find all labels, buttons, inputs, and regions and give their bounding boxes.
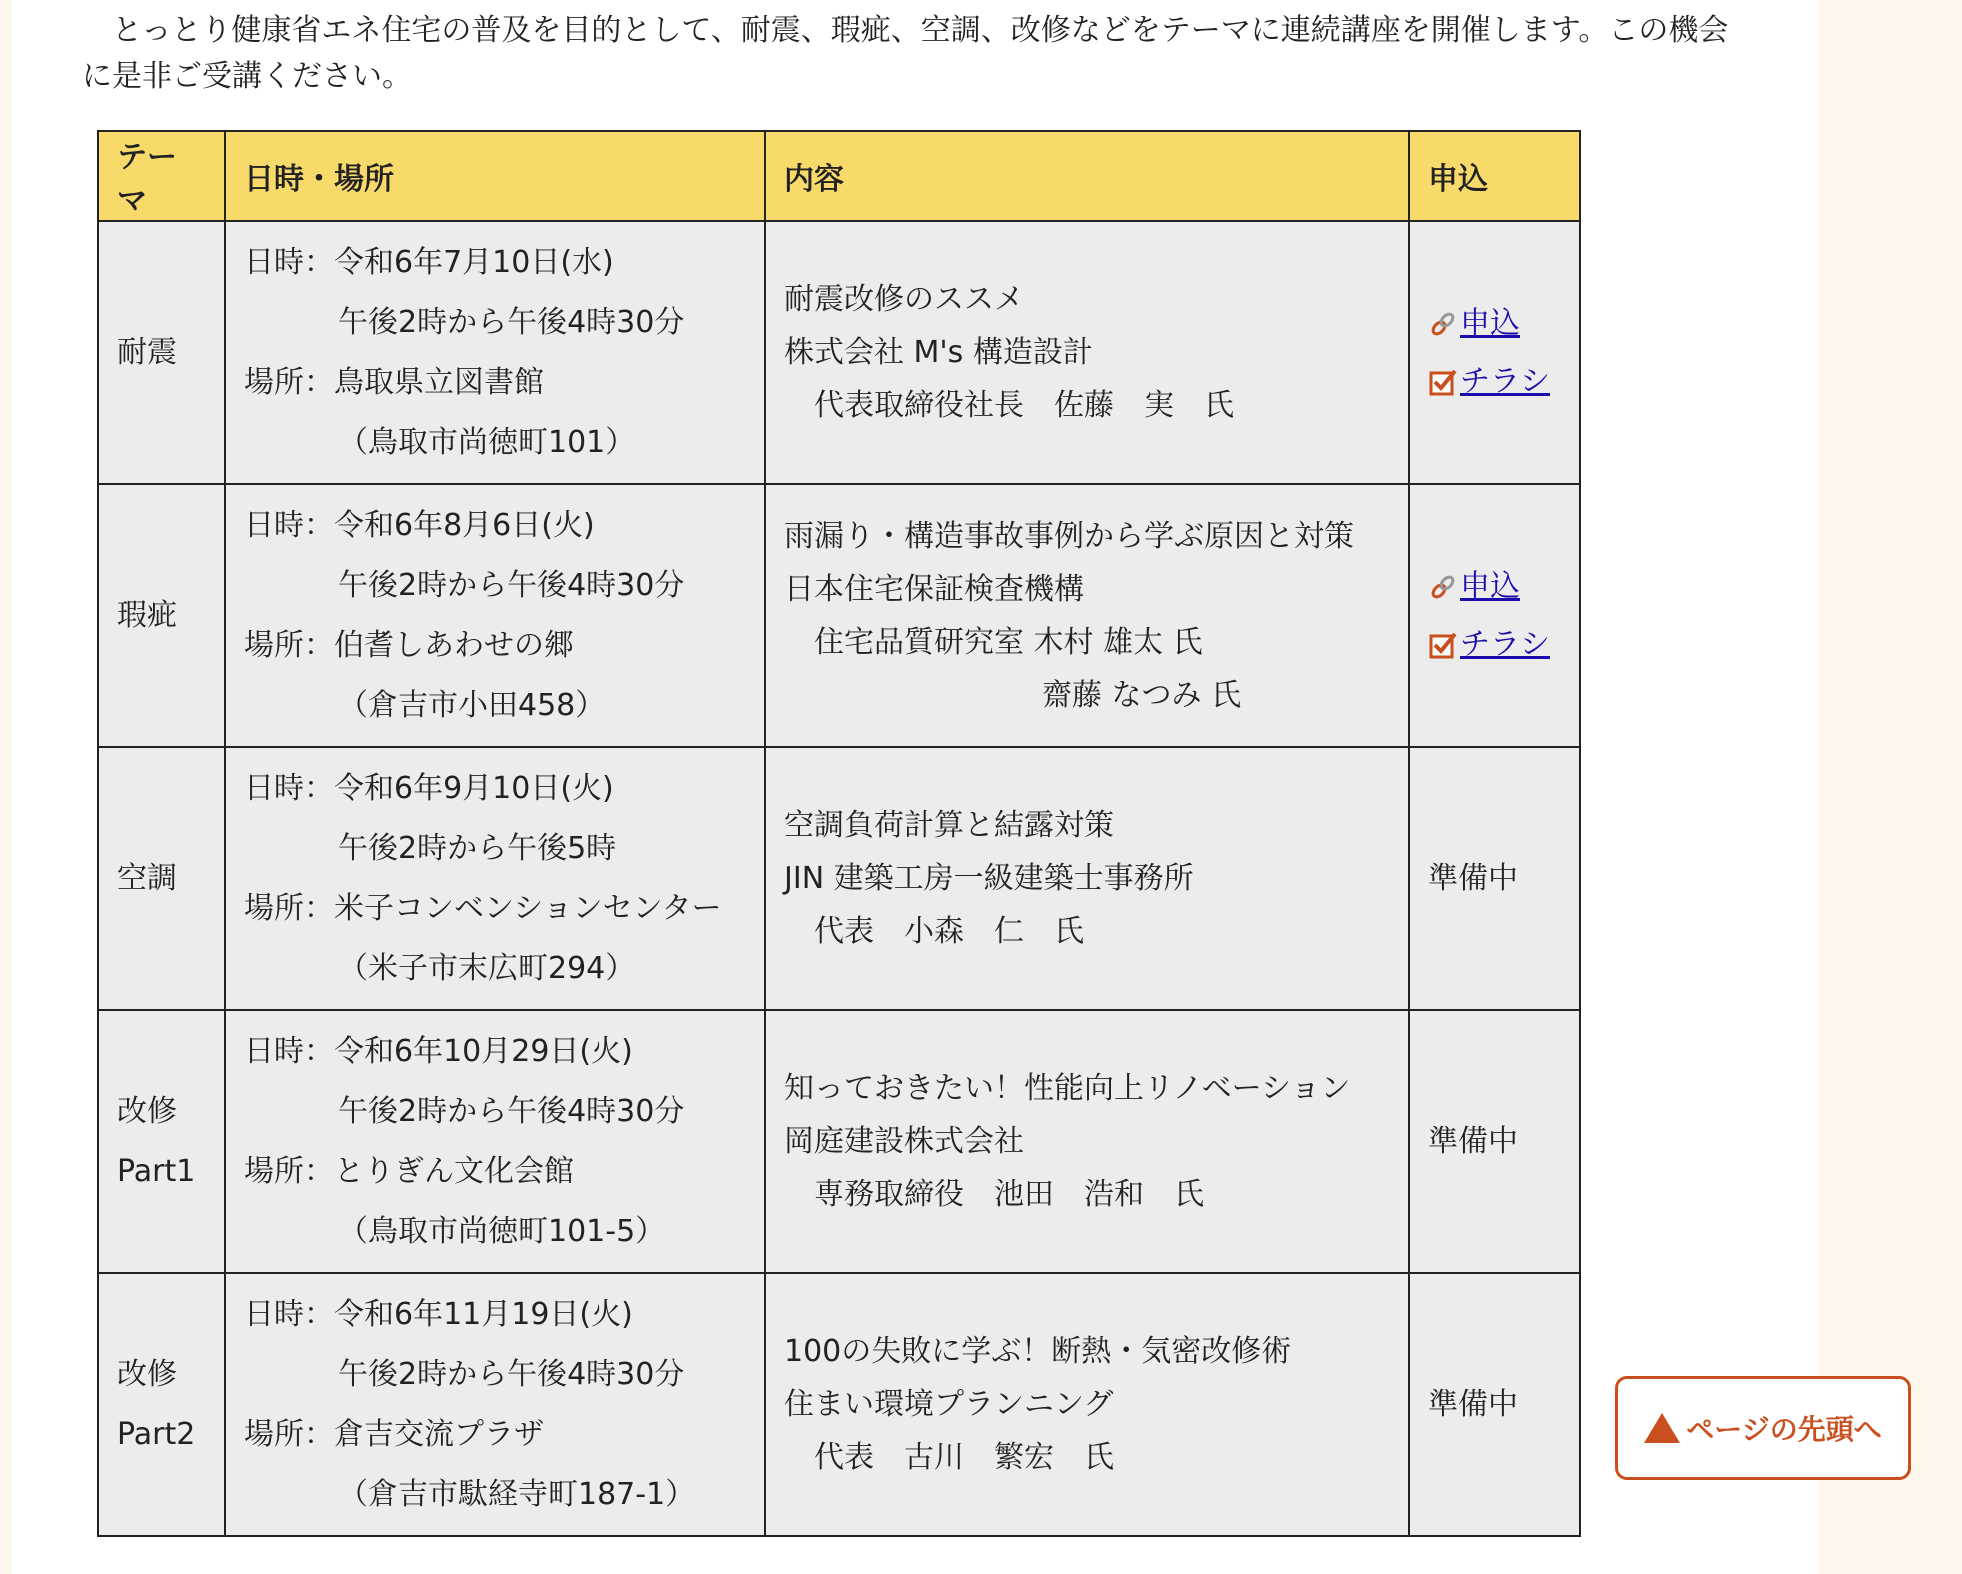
theme-cell <box>98 1273 225 1536</box>
link-chain-icon <box>1428 309 1458 339</box>
apply-cell <box>1409 1273 1580 1536</box>
address-text: （米子市末広町294） <box>338 950 636 986</box>
table-row <box>98 221 1580 484</box>
content-title: 100の失敗に学ぶ！断熱・気密改修術 <box>784 1334 1292 1369</box>
place-text: 場所：鳥取県立図書館 <box>244 364 544 400</box>
theme-label: 耐震 <box>117 334 177 370</box>
table-row <box>98 1010 1580 1273</box>
page-top-button[interactable] <box>1615 1376 1911 1480</box>
flyer-link-label: チラシ <box>1460 363 1550 399</box>
status-badge: 準備中 <box>1428 1123 1518 1159</box>
content-speaker: 齋藤 なつみ 氏 <box>1042 677 1242 713</box>
place-text: 場所：伯耆しあわせの郷 <box>244 627 574 663</box>
content-org: JIN 建築工房一級建築士事務所 <box>784 861 1194 896</box>
theme-part-label: Part2 <box>117 1416 196 1452</box>
content-speaker: 専務取締役 池田 浩和 氏 <box>814 1177 1204 1212</box>
date-text: 日時：令和6年11月19日(火) <box>244 1296 633 1332</box>
theme-cell <box>98 747 225 1010</box>
datetime-cell <box>225 1273 765 1536</box>
address-text: （倉吉市駄経寺町187-1） <box>338 1476 696 1512</box>
theme-label: 改修 <box>117 1093 177 1129</box>
content-org: 日本住宅保証検査機構 <box>784 571 1084 607</box>
theme-label: 改修 <box>117 1356 177 1392</box>
date-text: 日時：令和6年10月29日(火) <box>244 1033 633 1069</box>
place-text: 場所：米子コンベンションセンター <box>244 890 722 926</box>
seminar-table <box>97 130 1581 1537</box>
content-org: 住まい環境プランニング <box>784 1387 1114 1422</box>
time-text: 午後2時から午後5時 <box>338 830 617 866</box>
content-title: 耐震改修のススメ <box>784 282 1024 317</box>
header-apply: 申込 <box>1409 131 1580 221</box>
content-cell <box>765 1010 1409 1273</box>
content-cell <box>765 747 1409 1010</box>
content-speaker: 代表 古川 繁宏 氏 <box>814 1440 1114 1475</box>
table-row <box>98 747 1580 1010</box>
flyer-link-label: チラシ <box>1460 626 1550 662</box>
theme-cell <box>98 1010 225 1273</box>
apply-cell <box>1409 484 1580 747</box>
content-speaker: 住宅品質研究室 木村 雄太 氏 <box>814 624 1203 660</box>
table-row <box>98 1273 1580 1536</box>
date-text: 日時：令和6年8月6日(火) <box>244 507 595 543</box>
content-cell <box>765 221 1409 484</box>
date-text: 日時：令和6年9月10日(火) <box>244 770 614 806</box>
theme-cell <box>98 484 225 747</box>
flyer-link[interactable] <box>1428 353 1561 411</box>
place-text: 場所：とりぎん文化会館 <box>244 1153 574 1189</box>
status-badge: 準備中 <box>1428 1386 1518 1422</box>
datetime-cell <box>225 747 765 1010</box>
table-header-row <box>98 131 1580 221</box>
page-top-label: ページの先頭へ <box>1686 1413 1882 1446</box>
content-title: 空調負荷計算と結露対策 <box>784 808 1114 843</box>
theme-label: 瑕疵 <box>117 597 177 633</box>
theme-part-label: Part1 <box>117 1153 196 1189</box>
datetime-cell <box>225 221 765 484</box>
intro-text: とっとり健康省エネ住宅の普及を目的として、耐震、瑕疵、空調、改修などをテーマに連続講座を開催します。この機会に是非ご受講ください。 <box>82 13 1729 94</box>
time-text: 午後2時から午後4時30分 <box>338 1356 685 1392</box>
flyer-link[interactable] <box>1428 616 1561 674</box>
link-chain-icon <box>1428 572 1458 602</box>
content-speaker: 代表取締役社長 佐藤 実 氏 <box>814 388 1234 423</box>
table-row <box>98 484 1580 747</box>
apply-link[interactable] <box>1428 295 1561 353</box>
address-text: （倉吉市小田458） <box>338 687 606 723</box>
apply-link[interactable] <box>1428 558 1561 616</box>
content-title: 雨漏り・構造事故事例から学ぶ原因と対策 <box>784 518 1354 554</box>
triangle-up-icon <box>1644 1413 1680 1443</box>
header-content: 内容 <box>765 131 1409 221</box>
place-text: 場所：倉吉交流プラザ <box>244 1416 544 1452</box>
apply-link-label: 申込 <box>1460 568 1520 604</box>
header-theme: テーマ <box>98 131 225 221</box>
address-text: （鳥取市尚徳町101） <box>338 424 636 460</box>
content-panel <box>12 0 1819 1574</box>
content-title: 知っておきたい！性能向上リノベーション <box>784 1071 1351 1106</box>
datetime-cell <box>225 484 765 747</box>
date-text: 日時：令和6年7月10日(水) <box>244 244 614 280</box>
content-org: 株式会社 M's 構造設計 <box>784 335 1093 370</box>
checkbox-icon <box>1428 367 1458 397</box>
checkbox-icon <box>1428 630 1458 660</box>
apply-link-label: 申込 <box>1460 305 1520 341</box>
theme-cell <box>98 221 225 484</box>
content-cell <box>765 484 1409 747</box>
content-speaker: 代表 小森 仁 氏 <box>814 914 1084 949</box>
status-badge: 準備中 <box>1428 860 1518 896</box>
time-text: 午後2時から午後4時30分 <box>338 1093 685 1129</box>
time-text: 午後2時から午後4時30分 <box>338 567 685 603</box>
header-datetime: 日時・場所 <box>225 131 765 221</box>
apply-cell <box>1409 747 1580 1010</box>
content-org: 岡庭建設株式会社 <box>784 1124 1024 1159</box>
apply-cell <box>1409 221 1580 484</box>
apply-cell <box>1409 1010 1580 1273</box>
theme-label: 空調 <box>117 860 177 896</box>
time-text: 午後2時から午後4時30分 <box>338 304 685 340</box>
content-cell <box>765 1273 1409 1536</box>
address-text: （鳥取市尚徳町101-5） <box>338 1213 666 1249</box>
datetime-cell <box>225 1010 765 1273</box>
